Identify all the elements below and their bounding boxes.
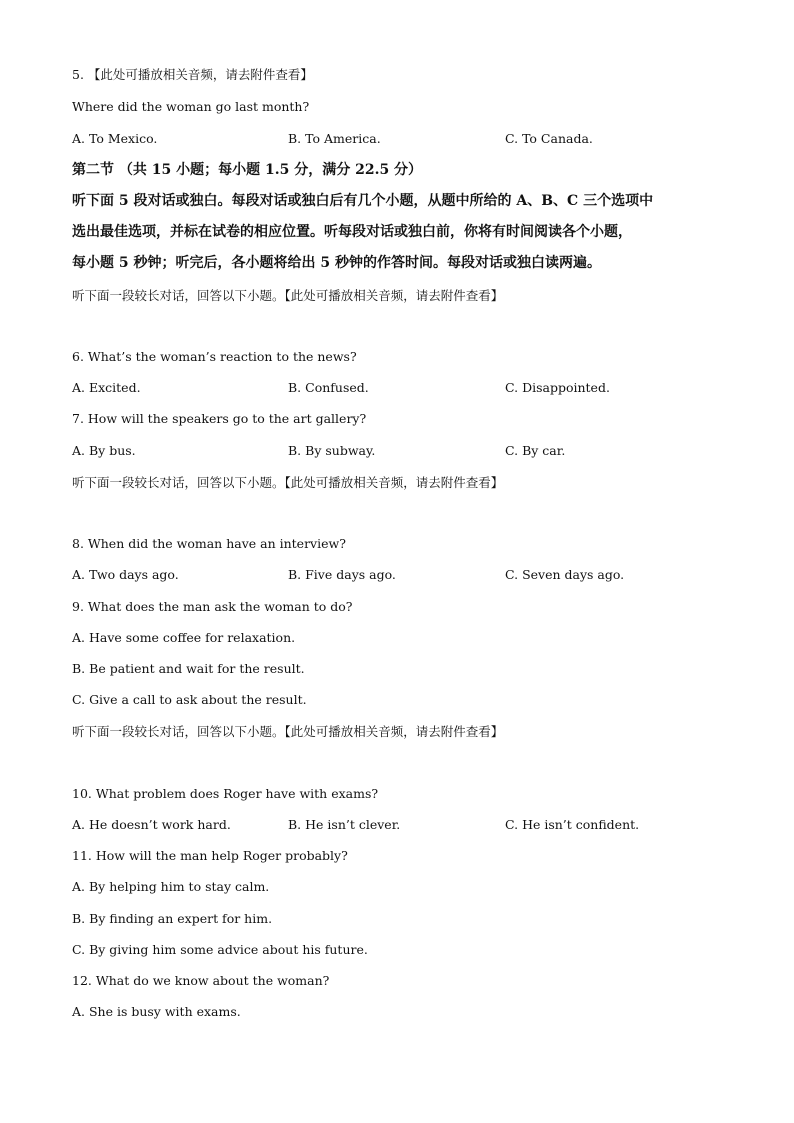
q5-option-b: B. To America. — [288, 131, 381, 146]
q5-option-c: C. To Canada. — [505, 131, 593, 146]
q10-option-b: B. He isn’t clever. — [288, 817, 401, 832]
q7-option-c: C. By car. — [505, 443, 566, 458]
q7-question: 7. How will the speakers go to the art gallery? — [72, 411, 367, 426]
q5-option-a: A. To Mexico. — [72, 131, 158, 146]
q6-option-a: A. Excited. — [72, 380, 141, 395]
q6-question: 6. What’s the woman’s reaction to the news? — [72, 349, 357, 364]
audio-prompt-3[interactable]: 听下面一段较长对话，回答以下小题。【此处可播放相关音频，请去附件查看】 — [72, 724, 504, 739]
q6-option-c: C. Disappointed. — [505, 380, 610, 395]
section2-instruction-3: 每小题 5 秒钟；听完后，各小题将给出 5 秒钟的作答时间。每段对话或独白读两遍。 — [72, 255, 601, 271]
audio-prompt-1[interactable]: 听下面一段较长对话，回答以下小题。【此处可播放相关音频，请去附件查看】 — [72, 288, 504, 303]
q8-option-c: C. Seven days ago. — [505, 567, 625, 582]
q5-question: Where did the woman go last month? — [72, 99, 310, 114]
q9-option-c: C. Give a call to ask about the result. — [72, 692, 307, 707]
q11-option-b: B. By finding an expert for him. — [72, 911, 273, 926]
section2-title: 第二节 （共 15 小题；每小题 1.5 分，满分 22.5 分） — [72, 162, 423, 178]
q6-option-b: B. Confused. — [288, 380, 369, 395]
q12-option-a: A. She is busy with exams. — [72, 1004, 241, 1019]
q8-option-b: B. Five days ago. — [288, 567, 396, 582]
q9-option-a: A. Have some coffee for relaxation. — [72, 630, 296, 645]
q5-header[interactable]: 5. 【此处可播放相关音频，请去附件查看】 — [72, 67, 313, 82]
q10-option-c: C. He isn’t confident. — [505, 817, 640, 832]
section2-instruction-2: 选出最佳选项，并标在试卷的相应位置。听每段对话或独白前，你将有时间阅读各个小题， — [72, 224, 632, 240]
q12-question: 12. What do we know about the woman? — [72, 973, 330, 988]
q9-option-b: B. Be patient and wait for the result. — [72, 661, 305, 676]
q11-option-a: A. By helping him to stay calm. — [72, 879, 270, 894]
q10-question: 10. What problem does Roger have with exams? — [72, 786, 379, 801]
q11-option-c: C. By giving him some advice about his future. — [72, 942, 368, 957]
q8-question: 8. When did the woman have an interview? — [72, 536, 346, 551]
q9-question: 9. What does the man ask the woman to do? — [72, 599, 353, 614]
q7-option-b: B. By subway. — [288, 443, 376, 458]
section2-instruction-1: 听下面 5 段对话或独白。每段对话或独白后有几个小题，从题中所给的 A、B、C 三个选项中 — [72, 193, 654, 209]
q10-option-a: A. He doesn’t work hard. — [72, 817, 231, 832]
q7-option-a: A. By bus. — [72, 443, 136, 458]
audio-prompt-2[interactable]: 听下面一段较长对话，回答以下小题。【此处可播放相关音频，请去附件查看】 — [72, 475, 504, 490]
q11-question: 11. How will the man help Roger probably? — [72, 848, 348, 863]
q8-option-a: A. Two days ago. — [72, 567, 179, 582]
